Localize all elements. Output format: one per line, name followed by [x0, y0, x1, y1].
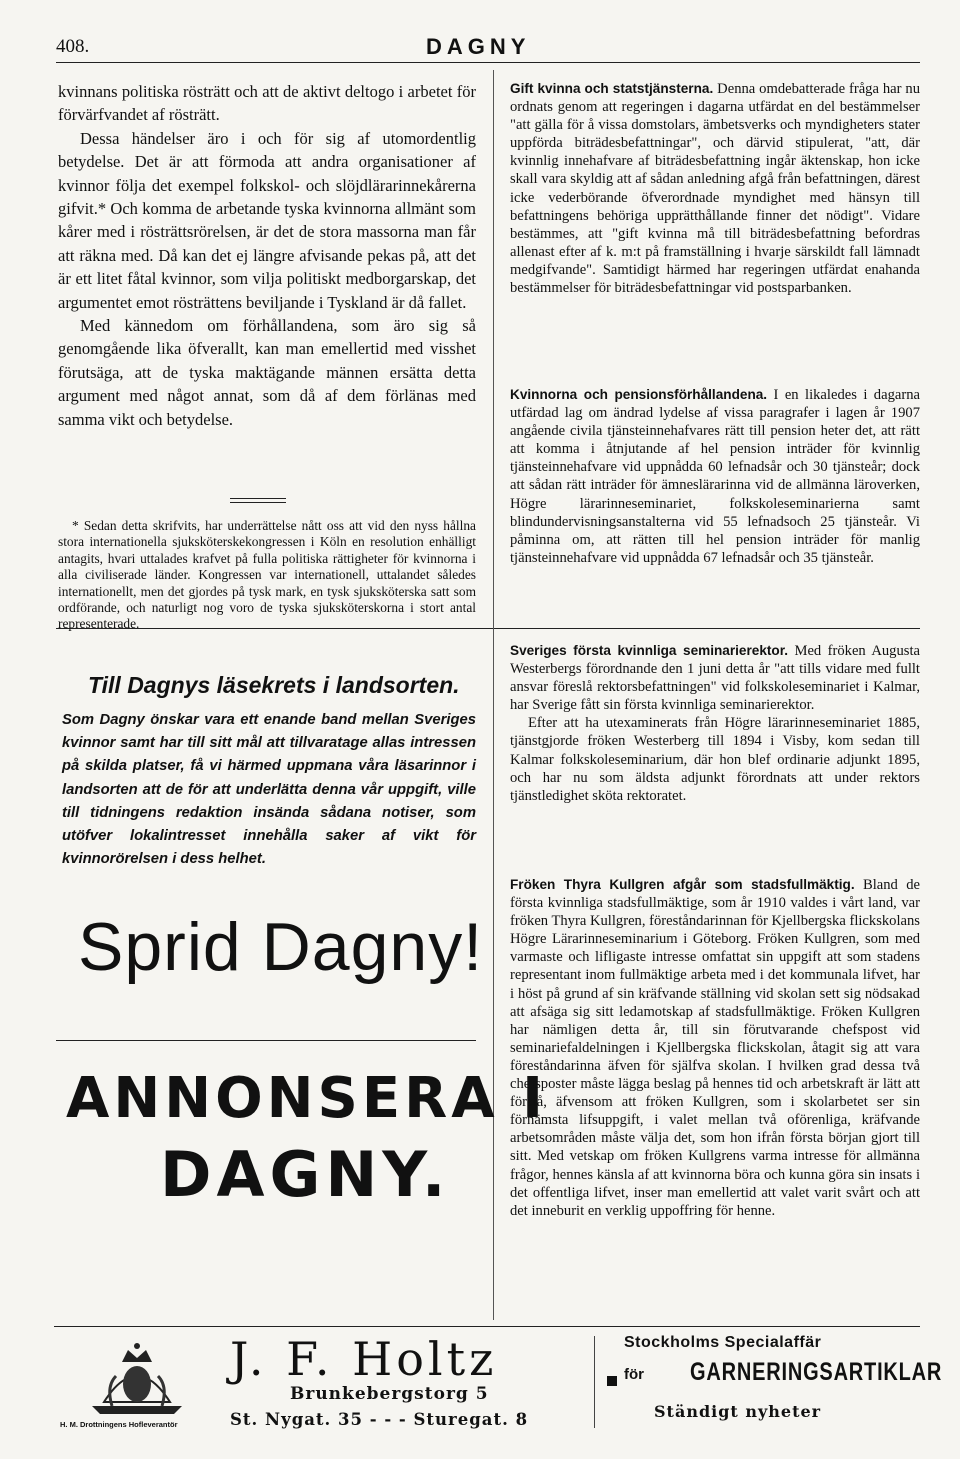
royal-crest-icon	[62, 1336, 212, 1426]
dagny-ad: DAGNY.	[160, 1138, 451, 1211]
sprid-dagny-ad: Sprid Dagny!	[78, 909, 484, 985]
article-pension	[510, 386, 920, 567]
left-column-article	[58, 80, 476, 431]
page-header	[56, 32, 920, 60]
annonsera-ad: ANNONSERA I	[66, 1066, 547, 1131]
article-body: Med fröken Augusta Westerbergs förordnande den 1 juni detta år "att tills vidare med fullt ansvar föreslå rektorsbefattningen" vid folkskoleseminariet i Kalmar, har Sverige fått sin första kvinnliga seminarierektor.	[510, 643, 920, 714]
bullet-icon	[607, 1376, 617, 1386]
footnote-divider	[230, 498, 286, 499]
notice-title: Till Dagnys läsekrets i landsorten.	[88, 672, 460, 698]
ad-divider	[594, 1336, 595, 1428]
stockholm-ad-prefix: för	[624, 1366, 644, 1383]
holtz-name: J. F. Holtz	[230, 1332, 498, 1386]
article-body: Bland de första kvinnliga stadsfullmäktige, som år 1910 valdes i vårt land, var fröken Thyra Kullgren, föreståndarinnan för Kjellbergska flickskolans Högre Lärarinneseminarium i Göteborg. Fröken Kullgren, som med varmaste och lifligaste intresse omfattat sin uppgift att som stadens representant inom fullmäktige arbeta med i det kommunala lifvet, har i höst på grund af sin kräfvande ställning vid skolan sett sig nödsakad att afsäga sig sitt ledamotskap af stadsfullmäktige. Fröken Kullgren har nämligen detta år, till sin förutvarande chefspost vid seminariefaldelningen i Kjellbergska flickskolan, åtagit sig att vara föreståndarinna äfven för själfva skolan. I hvilken grad dessa två chefsposter måste lägga beslag på hennes tid och arbetskraft är lätt att förstå, äfvensom att fröken Kullgren, som i skolarbetet ser sin förnämsta lifsuppgift, i valet mellan två oförenliga, kräfvande arbetsområden måste välja det, som hon ifrån första början gjort till sitt. Med vetskap om fröken Kullgrens varma intresse för allmänna frågor, hennes känsla af att kvinnorna böra och kunna göra sin insats i det offentliga lifvet, inser man emellertid att valet varit svårt och att det inneburit en verklig uppoffring för henne.	[510, 877, 920, 1219]
section-rule	[56, 628, 920, 629]
ad-strip-rule	[54, 1326, 920, 1327]
footnote-divider	[230, 502, 286, 503]
paragraph: Dessa händelser äro i och för sig af utomordentlig betydelse. Det är att förmoda att andra organisationer af kvinnor följa det exempel folkskol- och slöjdlärarinnekårerna gifvit.* Och komma de arbetande tyska kvinnorna allmänt som kårer med i rösträttsrörelsen, är det de stora massorna man får att räkna med. Då kan det ej längre afvisande pekas på, att det är ett litet fåtal kvinnor, som vilja politiskt medborgarskap, det argumentet emot rösträttens beviljande i Tyskland är då fallet.	[58, 128, 476, 312]
stockholm-ad-line-1: Stockholms Specialaffär	[624, 1334, 822, 1351]
footnote	[58, 518, 476, 633]
holtz-address-2: St. Nygat. 35 - - - Sturegat. 8	[230, 1410, 529, 1429]
ad-rule	[56, 1040, 476, 1041]
column-divider	[493, 70, 494, 1320]
bottom-ad-strip	[54, 1330, 943, 1434]
article-heading: Fröken Thyra Kullgren afgår som stadsfullmäktig.	[510, 877, 855, 892]
paragraph: Med kännedom om förhållandena, som äro sig så genomgående lika öfverallt, kan man emellertid med visshet förutsäga, att de tyska maktägande männen ersätta detta argument med något annat, som då af dem förlänas med samma vikt och betydelse.	[58, 316, 476, 429]
notice-body: Som Dagny önskar vara ett enande band mellan Sveriges kvinnor samt har till sitt mål att tillvaratage allas intressen på skilda platser, få vi härmed uppmana våra läsarinnor i landsorten att de för att underlätta denna vår uppgift, ville till tidningens redaktion insända sådana notiser, som utöfver lokalintresset innehålla saker af vikt för kvinnorörelsen i dess helhet.	[62, 712, 476, 868]
article-body: I en likaledes i dagarna utfärdad lag om ändrad lydelse af vissa paragrafer i lagen år 1907 angående civila tjänsteinnehafvares rätt till pension heter det, att rätt att komma i åtnjutande af hel pension inträder för kvinnlig tjänsteinnehafvare vid uppnådda 60 lefnadsår och 30 tjänsteår; dock att sådan rätt inträder för ämneslärarinna vid de allmänna läroverken, Högre lärarinneseminariet, folkskoleseminarierna samt blindundervisningsanstalterna vid 55 lefnadsoch 25 tjänsteår. Vi påminna om, att rätten till hel pension inträder för manlig tjänsteinnehafvare vid uppnådda 67 lefnadsår och 35 tjänsteår.	[510, 387, 920, 566]
page-number: 408.	[56, 36, 90, 57]
stockholm-ad-line-2: GARNERINGSARTIKLAR	[690, 1358, 943, 1386]
crest-caption: H. M. Drottningens Hofleverantör	[60, 1420, 178, 1429]
article-kullgren	[510, 876, 920, 1220]
article-heading: Kvinnorna och pensionsförhållandena.	[510, 387, 768, 402]
paragraph: kvinnans politiska rösträtt och att de aktivt deltogo i arbetet för förvärfvandet af rösträtt.	[58, 82, 476, 125]
regional-readers-notice	[62, 672, 476, 871]
masthead: DAGNY	[426, 34, 531, 59]
header-rule	[56, 62, 920, 63]
article-seminarierektor	[510, 642, 920, 805]
holtz-address-1: Brunkebergstorg 5	[290, 1384, 489, 1404]
footnote-text: * Sedan detta skrifvits, har underrättelse nått oss att vid den nyss hållna stora internationella sjuksköterskekongressen i Köln en resolution enhälligt antagits, hvari uttalades krafvet på fulla politiska rättigheter för kvinnorna i alla civiliserade länder. Kongressen var internationell, uttalandet således internationellt, men det gjordes på tysk mark, en tysk sjuksköterska satt som ordförande, och naturligt nog voro de tyska sjuksköterskorna i stort antal representerade.	[58, 518, 476, 632]
article-heading: Gift kvinna och statstjänsterna.	[510, 81, 714, 96]
article-body-2: Efter att ha utexaminerats från Högre lärarinneseminariet 1885, tjänstgjorde fröken Westerberg till 1894 i Visby, kom sedan till Kalmar folkskoleseminarium, där hon blef ordinarie adjunkt 1895, och har nu som äldsta adjunkt förordnats att under rektors tjänstledighet sköta rektoratet.	[510, 715, 920, 804]
article-heading: Sveriges första kvinnliga seminarierektor.	[510, 643, 789, 658]
stockholm-ad-line-3: Ständigt nyheter	[654, 1402, 822, 1421]
article-body: Denna omdebatterade fråga har nu ordnats genom att regeringen i dagarna utfärdat en del bestämmelser "att gälla för å vissa domstolars, ämbetsverks och myndigheters stater uppförda biträdesbefattningar", och därvid stipulerat, "att, där kvinnlig innehafvare af biträdesbefattning ingår äktenskap, hon icke skall vara skyldig att af sådan anledning afgå från befattningen, därest icke vederbörande öfverordnade myndighet med hänsyn till befattningens behöriga upprätthållande finner det nödigt". Vidare bestämmes, att "gift kvinna må till biträdesbefattning befordras allenast efter af k. m:t på framställning i hvarje särskildt fall lämnadt medgifvande". Samtidigt härmed har regeringen utfärdat enahanda bestämmelser för biträdesbefattningar vid postsparbanken.	[510, 81, 921, 297]
article-gift-kvinna	[510, 80, 920, 297]
